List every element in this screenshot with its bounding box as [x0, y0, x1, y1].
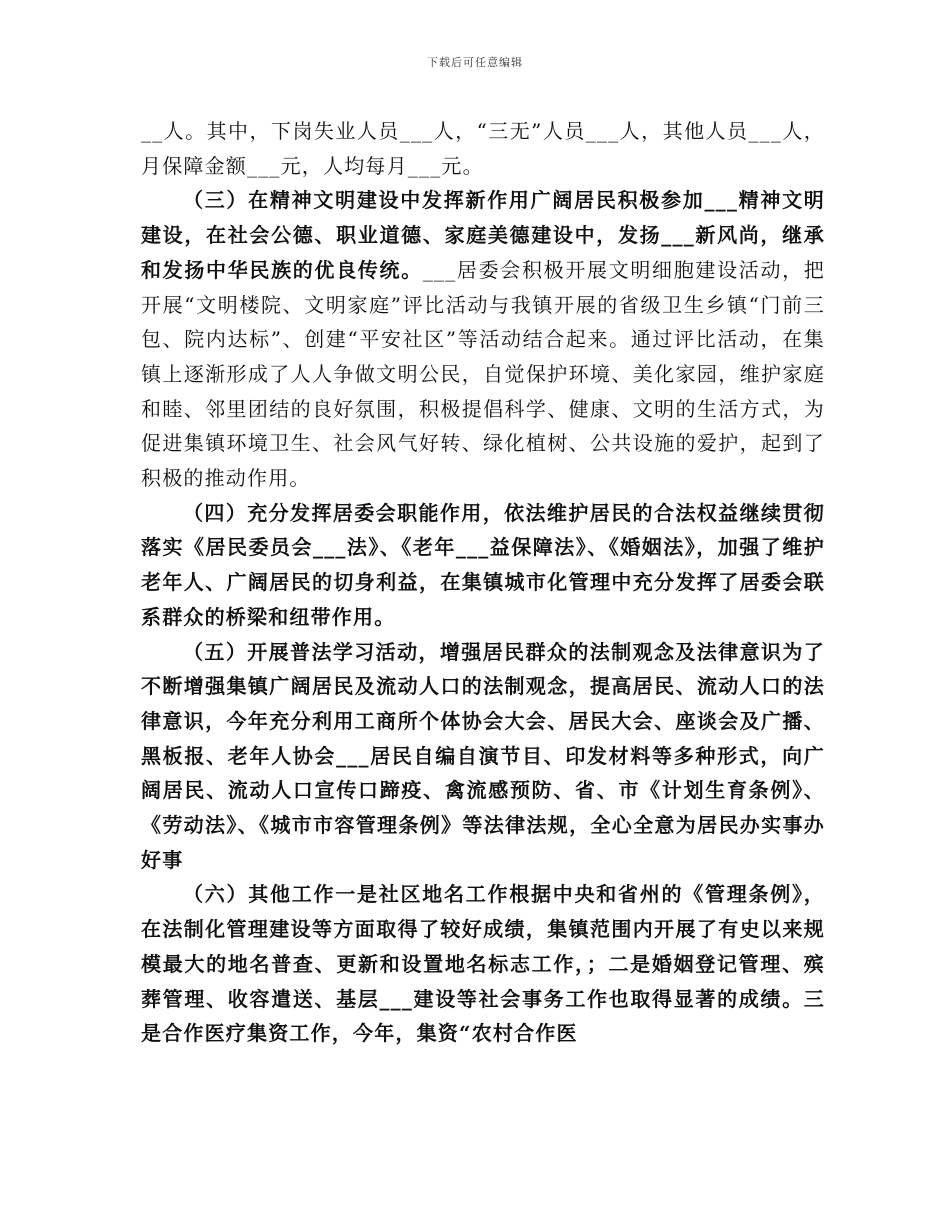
- paragraph-2: [141, 183, 825, 495]
- paragraph-5-text: （六）其他工作一是社区地名工作根据中央和省州的《管理条例》，在法制化管理建设等方面取得了较好成绩，集镇范围内开展了有史以来规模最大的地名普查、更新和设置地名标志工作，；二是婚姻登记管理、殡葬管理、收容遣送、基层___建设等社会事务工作也取得显著的成绩。三是合作医疗集资工作，今年，集资“农村合作医: [141, 882, 825, 1046]
- paragraph-3-text: （四）充分发挥居委会职能作用，依法维护居民的合法权益继续贯彻落实《居民委员会___法》、《老年___益保障法》、《婚姻法》，加强了维护老年人、广阔居民的切身利益，在集镇城市化管理中充分发挥了居委会联系群众的桥梁和纽带作用。: [141, 500, 825, 629]
- page-header: 下载后可任意编辑: [427, 56, 523, 69]
- paragraph-3: [141, 496, 825, 635]
- paragraph-1-text: __人。其中，下岗失业人员___人，“三无”人员___人，其他人员___人，月保障金额___元，人均每月___元。: [141, 119, 825, 178]
- paragraph-2-heading: （三）在精神文明建设中发挥新作用广阔居民积极参加___精神文明建设，在社会公德、职业道德、家庭美德建设中，发扬___新风尚，继承和发扬中华民族的优良传统。: [141, 188, 825, 282]
- paragraph-2-text: ___居委会积极开展文明细胞建设活动，把开展“文明楼院、文明家庭”评比活动与我镇开展的省级卫生乡镇“门前三包、院内达标”、创建“平安社区”等活动结合起来。通过评比活动，在集镇上逐渐形成了人人争做文明公民，自觉保护环境、美化家园，维护家庭和睦、邻里团结的良好氛围，积极提倡科学、健康、文明的生活方式，为促进集镇环境卫生、社会风气好转、绿化植树、公共设施的爱护，起到了积极的推动作用。: [141, 257, 825, 491]
- paragraph-4: [141, 635, 825, 878]
- paragraph-4-text: （五）开展普法学习活动，增强居民群众的法制观念及法律意识为了不断增强集镇广阔居民及流动人口的法制观念，提高居民、流动人口的法律意识，今年充分利用工商所个体协会大会、居民大会、座谈会及广播、黑板报、老年人协会___居民自编自演节目、印发材料等多种形式，向广阔居民、流动人口宣传口蹄疫、禽流感预防、省、市《计划生育条例》、《劳动法》、《城市市容管理条例》等法律法规，全心全意为居民办实事办好事: [141, 639, 825, 872]
- paragraph-1: [141, 114, 825, 183]
- paragraph-5: [141, 877, 825, 1051]
- document-body: [141, 114, 825, 1051]
